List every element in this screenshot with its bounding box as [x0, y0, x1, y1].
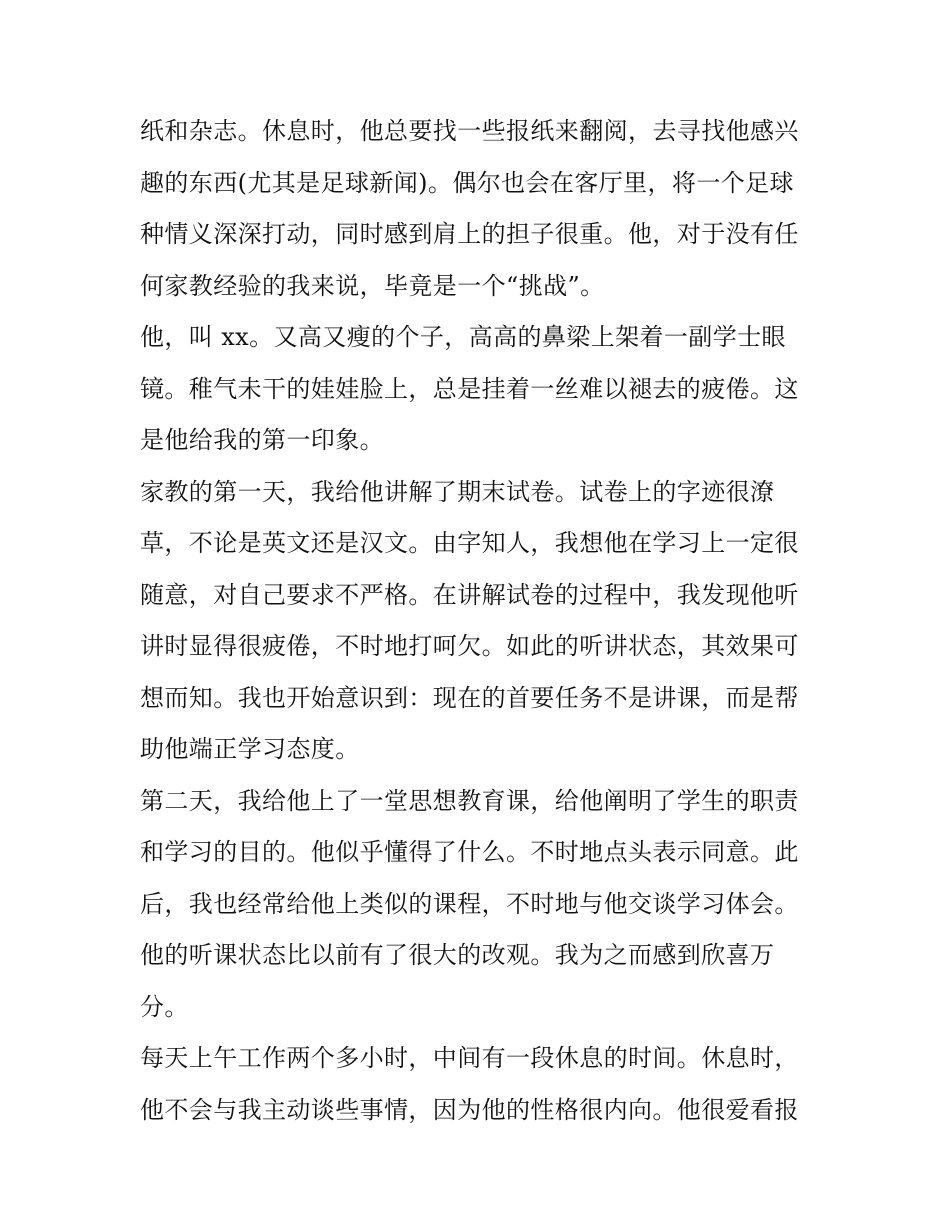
text-line: 是他给我的第一印象。	[140, 426, 384, 454]
text-line: 种情义深深打动，同时感到肩上的担子很重。他，对于没有任	[140, 220, 799, 248]
text-line: 后，我也经常给他上类似的课程，不时地与他交谈学习体会。	[140, 889, 799, 918]
text-line: 助他端正学习态度。	[140, 735, 360, 763]
text-line: 想而知。我也开始意识到：现在的首要任务不是讲课，而是帮	[140, 683, 799, 712]
text-line: 分。	[140, 992, 189, 1021]
text-line: 他不会与我主动谈些事情，因为他的性格很内向。他很爱看报	[140, 1095, 799, 1124]
text-line: 他的听课状态比以前有了很大的改观。我为之而感到欣喜万	[140, 941, 775, 969]
text-line: 纸和杂志。休息时，他总要找一些报纸来翻阅，去寻找他感兴	[140, 117, 799, 145]
text-line: 他，叫 xx。又高又瘦的个子，高高的鼻梁上架着一副学士眼	[140, 323, 786, 351]
text-line: 趣的东西(尤其是足球新闻)。偶尔也会在客厅里，将一个足球	[140, 168, 794, 197]
text-line: 随意，对自己要求不严格。在讲解试卷的过程中，我发现他听	[140, 580, 799, 609]
text-line: 何家教经验的我来说，毕竟是一个“挑战”。	[140, 271, 605, 300]
text-line: 草，不论是英文还是汉文。由字知人，我想他在学习上一定很	[140, 529, 799, 557]
text-line: 每天上午工作两个多小时，中间有一段休息的时间。休息时，	[140, 1044, 799, 1072]
text-line: 讲时显得很疲倦，不时地打呵欠。如此的听讲状态，其效果可	[140, 632, 799, 660]
body-text	[140, 106, 820, 1136]
text-line: 第二天，我给他上了一堂思想教育课，给他阐明了学生的职责	[140, 786, 799, 815]
text-line: 家教的第一天，我给他讲解了期末试卷。试卷上的字迹很潦	[140, 477, 775, 506]
text-line: 镜。稚气未干的娃娃脸上，总是挂着一丝难以褪去的疲倦。这	[140, 374, 799, 403]
text-line: 和学习的目的。他似乎懂得了什么。不时地点头表示同意。此	[140, 838, 799, 866]
